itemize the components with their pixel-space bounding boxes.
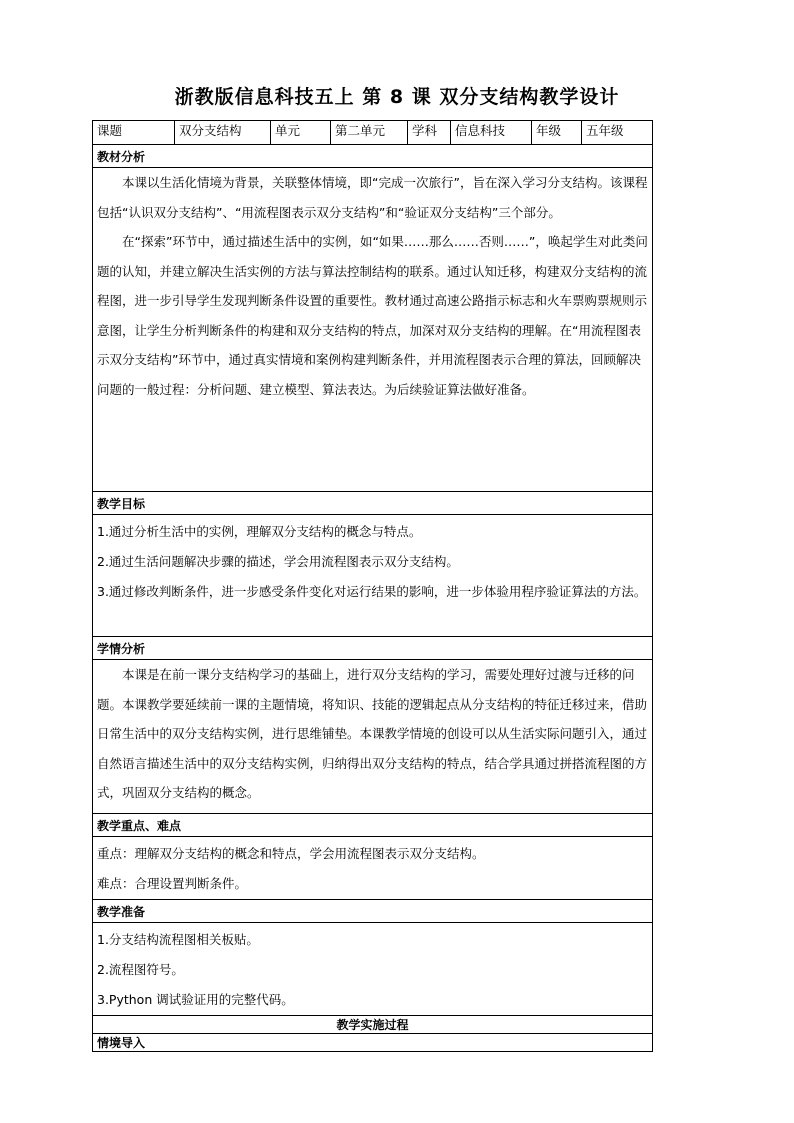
prep-item: 1.分支结构流程图相关板贴。 — [97, 932, 259, 947]
goals-body — [93, 515, 653, 637]
goal-item: 1.通过分析生活中的实例，理解双分支结构的概念与特点。 — [97, 524, 422, 539]
unit-value: 第二单元 — [331, 121, 408, 145]
process-intro: 情境导入 — [93, 1034, 653, 1052]
lesson-value: 双分支结构 — [175, 121, 271, 145]
process-heading: 教学实施过程 — [93, 1016, 653, 1034]
unit-label: 单元 — [271, 121, 331, 145]
prep-item: 3.Python 调试验证用的完整代码。 — [97, 992, 294, 1007]
learners-heading: 学情分析 — [93, 637, 653, 660]
subject-value: 信息科技 — [451, 121, 532, 145]
goal-item: 2.通过生活问题解决步骤的描述，学会用流程图表示双分支结构。 — [97, 554, 459, 569]
prep-heading: 教学准备 — [93, 900, 653, 923]
learners-body — [93, 660, 653, 814]
keypoints-body — [93, 837, 653, 900]
lesson-plan-table — [92, 120, 653, 1052]
material-paragraph-2: 在“探索”环节中，通过描述生活中的实例，如“如果……那么……否则……”，唤起学生对此类问题的认知，并建立解决生活实例的方法与算法控制结构的联系。通过认知迁移，构建双分支结构的流程图，进一步引导学生发现判断条件设置的重要性。教材通过高速公路指示标志和火车票购票规则示意图，让学生分析判断条件的构建和双分支结构的特点，加深对双分支结构的理解。在“用流程图表示双分支结构”环节中，通过真实情境和案例构建判断条件，并用流程图表示合理的算法，回顾解决问题的一般过程：分析问题、建立模型、算法表达。为后续验证算法做好准备。 — [97, 234, 648, 397]
lesson-label: 课题 — [93, 121, 175, 145]
goal-item: 3.通过修改判断条件，进一步感受条件变化对运行结果的影响，进一步体验用程序验证算法的方法。 — [97, 584, 647, 599]
prep-item: 2.流程图符号。 — [97, 962, 184, 977]
difficult-point: 难点：合理设置判断条件。 — [97, 876, 248, 891]
material-body — [93, 168, 653, 492]
header-row — [93, 121, 653, 145]
material-heading: 教材分析 — [93, 145, 653, 168]
grade-value: 五年级 — [582, 121, 653, 145]
material-paragraph-1: 本课以生活化情境为背景，关联整体情境，即“完成一次旅行”，旨在深入学习分支结构。该课程包括“认识双分支结构”、“用流程图表示双分支结构”和“验证双分支结构”三个部分。 — [97, 175, 648, 220]
learners-paragraph: 本课是在前一课分支结构学习的基础上，进行双分支结构的学习，需要处理好过渡与迁移的问题。本课教学要延续前一课的主题情境，将知识、技能的逻辑起点从分支结构的特征迁移过来，借助日常生活中的双分支结构实例，进行思维铺垫。本课教学情境的创设可以从生活实际问题引入，通过自然语言描述生活中的双分支结构实例，归纳得出双分支结构的特点，结合学具通过拼搭流程图的方式，巩固双分支结构的概念。 — [97, 667, 648, 800]
goals-heading: 教学目标 — [93, 492, 653, 515]
key-point: 重点：理解双分支结构的概念和特点，学会用流程图表示双分支结构。 — [97, 846, 485, 861]
keypoints-heading: 教学重点、难点 — [93, 814, 653, 837]
subject-label: 学科 — [408, 121, 451, 145]
grade-label: 年级 — [532, 121, 582, 145]
document-title: 浙教版信息科技五上 第 8 课 双分支结构教学设计 — [174, 86, 620, 108]
prep-body — [93, 923, 653, 1016]
